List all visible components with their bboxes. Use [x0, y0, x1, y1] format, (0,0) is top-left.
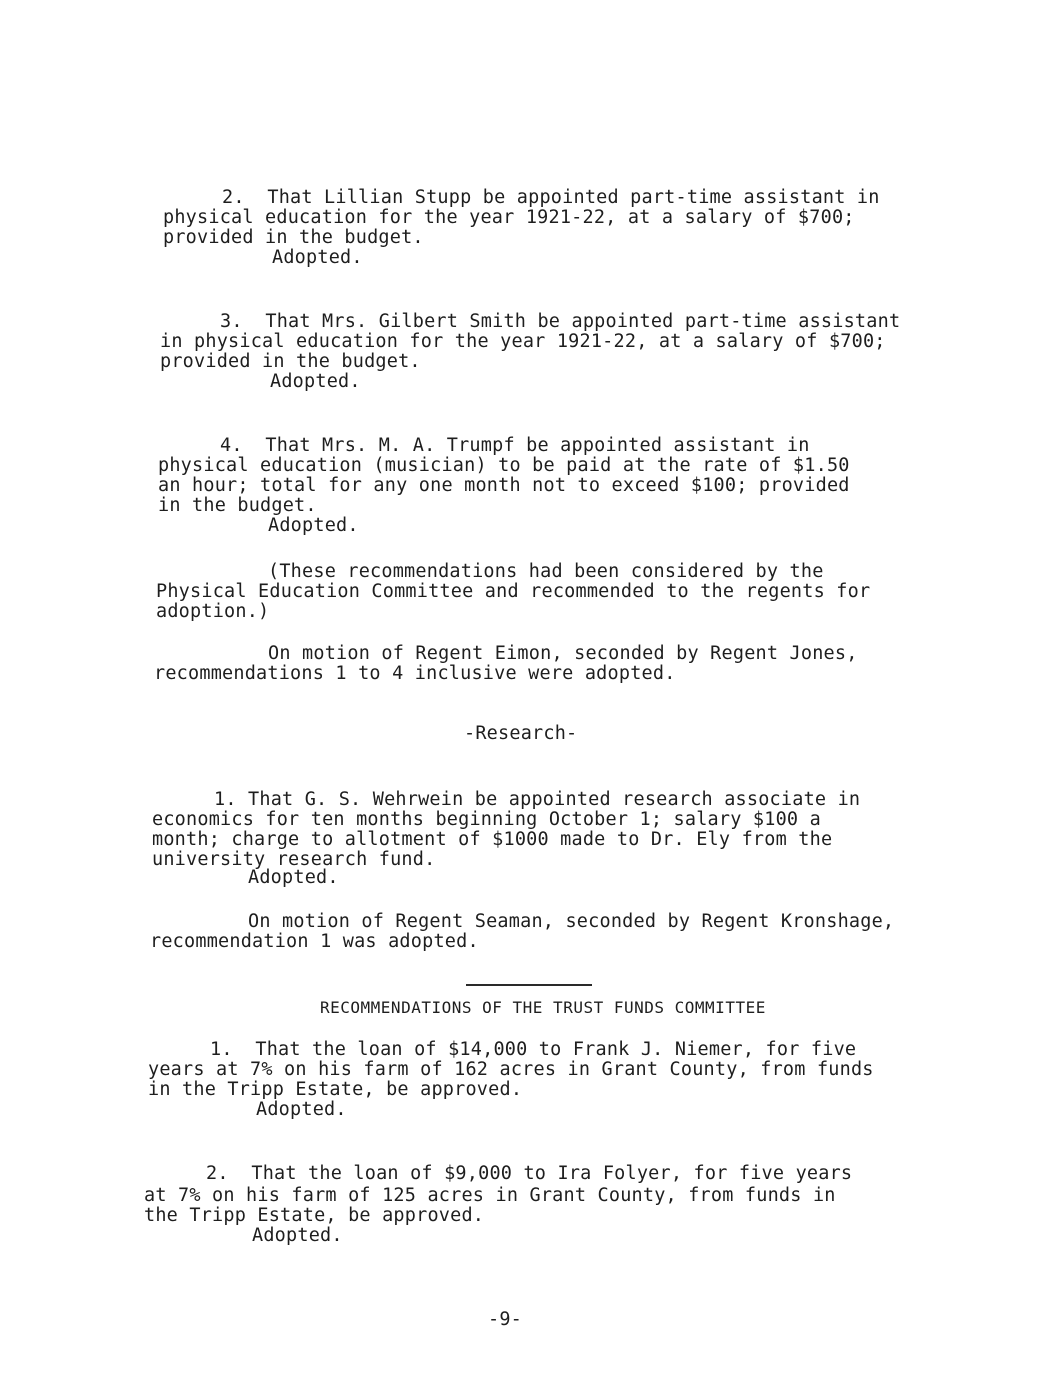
section-divider — [466, 984, 592, 986]
rec-2-line-1: 2. That Lillian Stupp be appointed part-time assistant in — [222, 187, 880, 208]
motion-2-line-2: recommendation 1 was adopted. — [150, 931, 479, 952]
rec-2-line-3: provided in the budget. — [163, 227, 424, 248]
note-line-2: Physical Education Committee and recommended to the regents for — [156, 581, 871, 602]
rec-3-line-3: provided in the budget. — [160, 351, 421, 372]
rec-4-line-3: an hour; total for any one month not to exceed $100; provided — [158, 475, 850, 496]
motion-1-line-1: On motion of Regent Eimon, seconded by Regent Jones, — [268, 643, 858, 664]
trust-rec-2-line-2: at 7% on his farm of 125 acres in Grant County, from funds in — [144, 1185, 836, 1206]
research-heading: -Research- — [464, 723, 578, 744]
rec-2-line-2: physical education for the year 1921-22, at a salary of $700; — [163, 207, 855, 228]
rec-4-line-1: 4. That Mrs. M. A. Trumpf be appointed assistant in — [220, 435, 810, 456]
rec-3-line-1: 3. That Mrs. Gilbert Smith be appointed part-time assistant — [220, 311, 901, 332]
motion-1-line-2: recommendations 1 to 4 inclusive were adopted. — [154, 663, 676, 684]
rec-4-status: Adopted. — [268, 515, 359, 536]
trust-funds-heading: RECOMMENDATIONS OF THE TRUST FUNDS COMMITTEE — [320, 998, 766, 1017]
page-number: -9- — [488, 1309, 523, 1330]
trust-rec-1-line-1: 1. That the loan of $14,000 to Frank J. Niemer, for five — [210, 1039, 857, 1060]
trust-rec-2-line-3: the Tripp Estate, be approved. — [144, 1205, 485, 1226]
rec-4-line-2: physical education (musician) to be paid at the rate of $1.50 — [158, 455, 850, 476]
trust-rec-1-line-3: in the Tripp Estate, be approved. — [148, 1079, 523, 1100]
research-rec-1-status: Adopted. — [248, 867, 339, 888]
research-rec-1-line-4: university research fund. — [152, 849, 436, 870]
trust-rec-1-line-2: years at 7% on his farm of 162 acres in Grant County, from funds — [148, 1059, 874, 1080]
trust-rec-2-line-1: 2. That the loan of $9,000 to Ira Folyer, for five years — [206, 1163, 853, 1184]
note-line-1: (These recommendations had been considered by the — [268, 561, 824, 582]
rec-3-line-2: in physical education for the year 1921-22, at a salary of $700; — [160, 331, 886, 352]
motion-2-line-1: On motion of Regent Seaman, seconded by Regent Kronshage, — [248, 911, 895, 932]
note-line-3: adoption.) — [156, 601, 270, 622]
research-rec-1-line-1: 1. That G. S. Wehrwein be appointed research associate in — [214, 789, 861, 810]
rec-3-status: Adopted. — [270, 371, 361, 392]
research-rec-1-line-3: month; charge to allotment of $1000 made to Dr. Ely from the — [152, 829, 833, 850]
trust-rec-2-status: Adopted. — [252, 1225, 343, 1246]
research-rec-1-line-2: economics for ten months beginning October 1; salary $100 a — [152, 809, 821, 830]
rec-2-status: Adopted. — [272, 247, 363, 268]
rec-4-line-4: in the budget. — [158, 495, 317, 516]
trust-rec-1-status: Adopted. — [256, 1099, 347, 1120]
